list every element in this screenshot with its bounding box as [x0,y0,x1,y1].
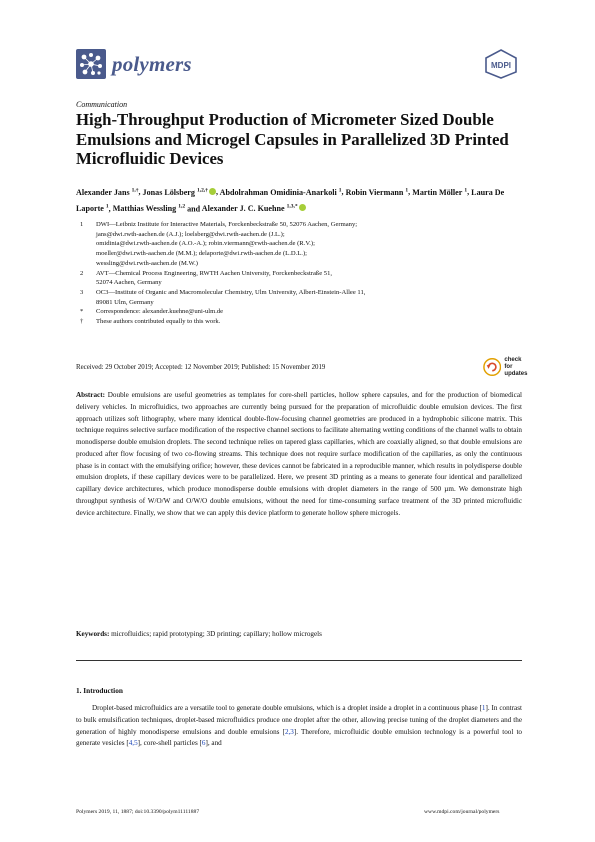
author [412,188,467,197]
affiliation [76,307,522,317]
footer-citation [76,809,199,815]
author-affiliation-mark: 1 [105,203,109,210]
section-divider [76,660,522,661]
affiliation-line: DWI—Leibniz Institute for Interactive Materials, Forckenbeckstraße 50, 52076 Aachen, Germany; [96,221,358,228]
affiliation-line: omidinia@dwi.rwth-aachen.de (A.O.-A.); robin.viermann@rwth-aachen.de (R.V.); [96,240,315,248]
publication-dates: Received: 29 October 2019; Accepted: 12 November 2019; Published: 15 November 2019 [76,364,326,371]
abstract-text: Double emulsions are useful geometries as templates for core-shell particles, hollow sphere capsules, and for the production of biomedical delivery vehicles. In microfluidics, two approaches are currently being pursued for the preparation of microfluidic double emulsion devices. The first approach utilizes soft lithography, where many identical double-flow-focusing channel geometries are produced in a hydrophobic silicone matrix. This technique requires selective surface modification of the respective channel sections to facilitate alternating wetting conditions of the channel walls to obtain monodisperse double emulsion droplets. The second technique relies on tapered glass capillaries, which are coaxially aligned, so that double emulsions are produced after flow focusing of two co-flowing streams. This technique does not require surface modification of the capillaries, as only the continuous phase is in contact with the emulsifying orifice; however, these devices cannot be fabricated in a reproducible manner, which results in polydisperse double emulsion droplets, if these capillary devices were to be parallelized. Here, we present 3D printing as a means to generate four identical and parallelized capillary device architectures, which produce monodisperse double emulsions with droplet diameters in the range of 500 µm. We demonstrate high throughput synthesis of W/O/W and O/W/O double emulsions, without the need for time-consuming surface treatment of the 3D printed microfluidic device architecture. Finally, we show that we can apply this device platform to generate hollow sphere microgels. [76,391,522,517]
affiliation [76,220,522,269]
paper-title: High-Throughput Production of Micrometer Sized Double Emulsions and Microgel Capsules in Parallelized 3D Printed Microfluidic Devices [76,110,509,168]
section-heading: 1. Introduction [76,686,123,695]
intro-text: ], and [205,739,222,748]
author [346,188,409,197]
keywords-text: microfluidics; rapid prototyping; 3D printing; capillary; hollow microgels [111,630,322,638]
keywords [76,630,522,638]
affiliation-line: jans@dwi.rwth-aachen.de (A.J.); loelsberg@dwi.rwth-aachen.de (J.L.); [96,230,285,238]
affiliation-line: These authors contributed equally to this work. [96,318,221,326]
author-affiliation-mark: 1 [464,187,468,193]
author [143,188,216,197]
orcid-icon[interactable] [299,204,306,211]
mdpi-logo-icon[interactable] [484,49,518,79]
footer-url[interactable]: www.mdpi.com/journal/polymers [424,809,500,815]
citation-link[interactable]: 2,3 [284,727,294,736]
abstract-label: Abstract: [76,391,105,399]
abstract [76,390,522,519]
affiliation-mark: 2 [80,269,84,277]
affiliation-line: Correspondence: alexander.kuehne@uni-ulm.de [96,308,224,316]
check-updates-line2: updates [504,370,528,377]
author-name: Robin Viermann [345,187,404,197]
author-name: Jonas Lölsberg [142,187,195,197]
author-name: Abdolrahman Omidinia-Anarkoli [219,187,337,197]
citation-link[interactable]: 4,5 [128,739,138,748]
affiliation-mark: 1 [80,221,84,228]
footer-citation-text: Polymers 2019, 11, 1887; doi:10.3390/polym11111887 [76,809,200,815]
citation-link[interactable]: 1 [481,704,486,712]
author-affiliation-mark: 1 [338,187,342,193]
intro-text: ], core-shell particles [ [137,739,202,748]
affiliation-line: moeller@dwi.rwth-aachen.de (M.M.); delaporte@dwi.rwth-aachen.de (L.D.L.); [96,250,307,258]
intro-paragraph [76,703,522,750]
author-affiliation-mark: 1,2 [178,203,186,210]
affiliation-line: 89081 Ulm, Germany [96,298,154,306]
orcid-icon[interactable] [209,188,216,195]
author-list: Alexander Jans $^{1,\dagger}$, Jonas Lölsberg $^{1,2,\dagger}$ , Abdolrahman Omidinia-Anarkoli $^1$, Robin Viermann $^1$, Martin Möller $^1$, Laura De Laporte $^1$, Matthias Wessling $^{1,2}$ and Alexander J. C. Kuehne $^{1,3,*}$ [76,187,505,214]
journal-logo[interactable] [76,49,192,79]
author-name: Martin Möller [412,187,463,197]
check-updates-icon [483,357,501,377]
author-name: Alexander J. C. Kuehne [201,204,285,214]
affiliation [76,269,522,288]
check-updates-line1: check for [504,356,522,370]
author-affiliation-mark: 1,† [131,187,139,193]
affiliation-line: OC3—Institute of Organic and Macromolecular Chemistry, Ulm University, Albert-Einstein-Allee 11, [96,288,366,296]
author-affiliation-mark: 1,3,* [286,203,298,210]
author [113,204,185,213]
author-name: Alexander Jans [76,187,130,197]
article-type: Communication [76,100,128,109]
affiliation-mark: 3 [80,288,84,296]
affiliation-line: 52074 Aachen, Germany [96,279,162,287]
citation-link[interactable]: 6 [201,739,206,748]
author-affiliation-mark: 1 [405,187,409,193]
affiliation-line: wessling@dwi.rwth-aachen.de (M.W.) [96,259,198,267]
author [202,204,306,213]
affiliation-mark: † [80,318,84,326]
author-name: Matthias Wessling [112,204,177,214]
keywords-label: Keywords: [76,630,110,638]
affiliation-list [76,220,522,327]
intro-text: ]. In contrast to bulk emulsification techniques, droplet-based microfluidics produce one droplet after the other, allowing precise tuning of the droplet diameters and the generation of highly monodisperse emulsions and double emulsions [ [76,704,522,736]
affiliation [76,288,522,307]
author-name: Laura De Laporte [76,187,505,214]
publisher-name: MDPI [491,61,511,70]
affiliation [76,317,522,327]
affiliation-mark: * [80,308,84,316]
intro-text: ]. Therefore, microfluidic double emulsion technology is a powerful tool to generate vesicles [ [76,727,522,748]
intro-text: Droplet-based microfluidics are a versatile tool to generate double emulsions, which is a droplet inside a droplet in a continuous phase [ [92,704,482,712]
journal-name: polymers [112,51,192,76]
affiliation-line: AVT—Chemical Process Engineering, RWTH Aachen University, Forckenbeckstraße 51, [96,269,333,277]
author [76,188,139,197]
author [220,188,342,197]
author-affiliation-mark: 1,2,† [196,187,208,193]
check-for-updates-button[interactable] [483,354,529,380]
polymers-logo-icon [76,49,106,79]
